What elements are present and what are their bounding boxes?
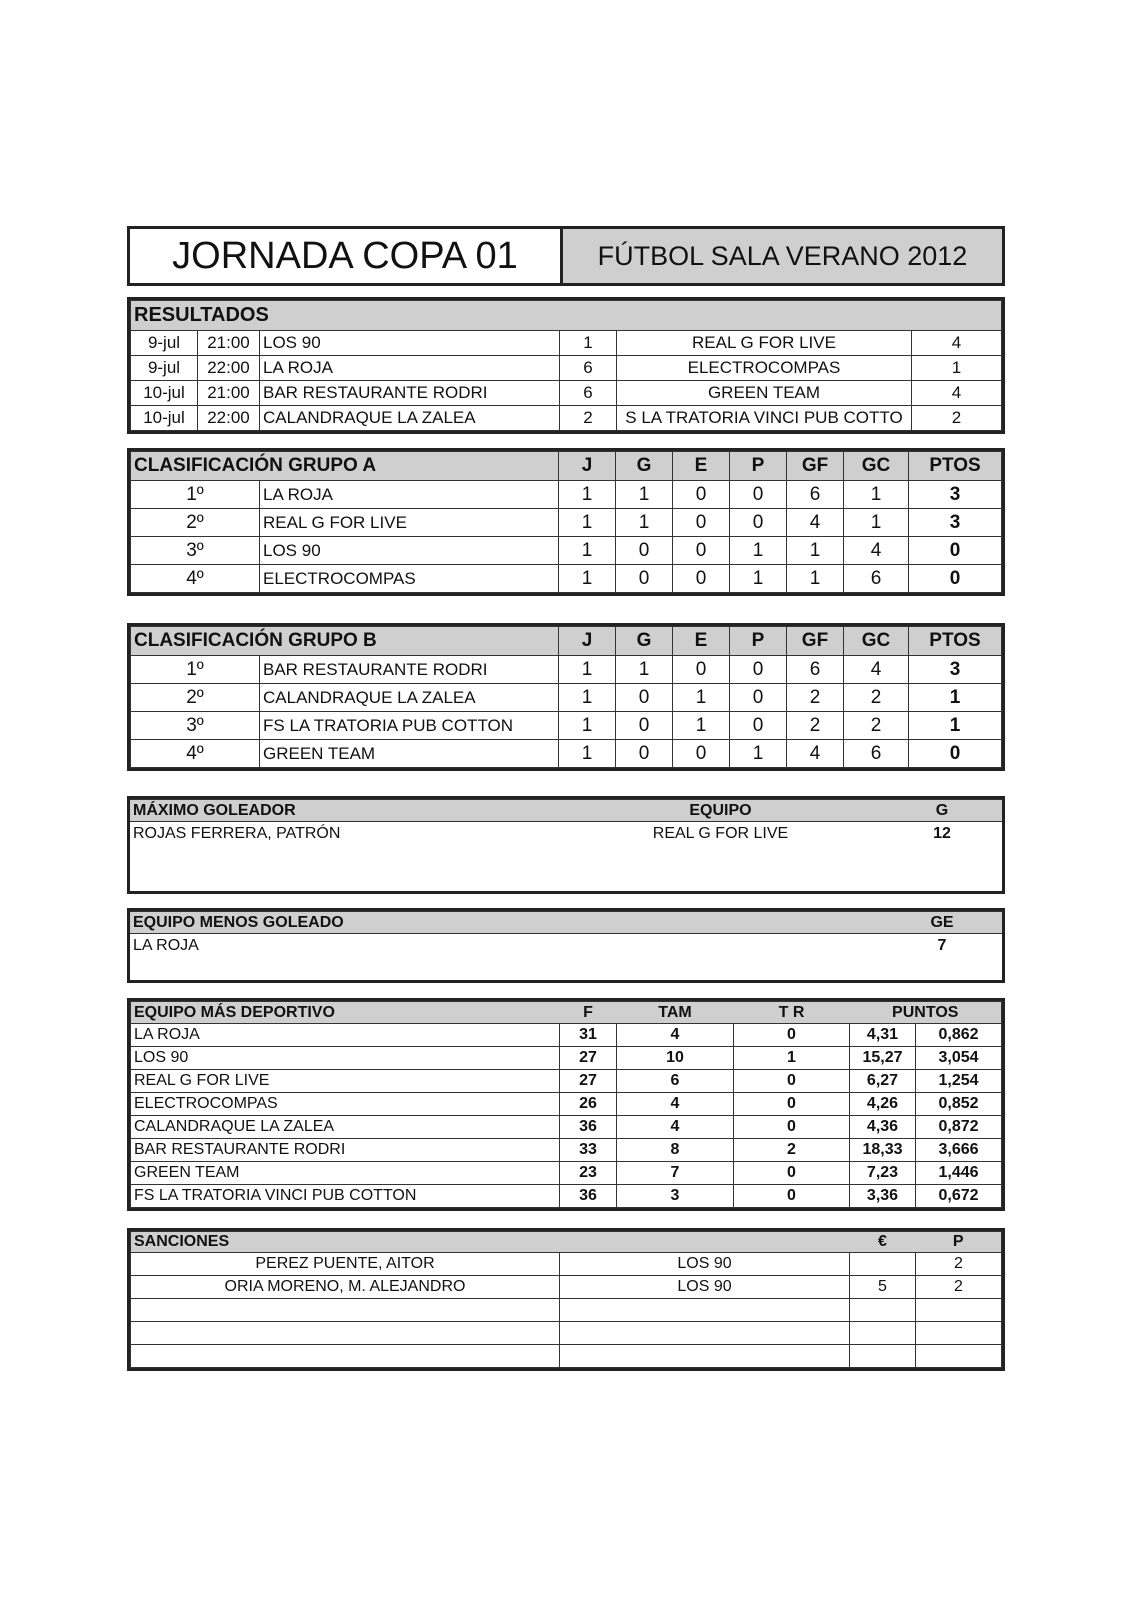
match-time: 21:00 [198,381,260,406]
away-goals: 4 [912,331,1002,356]
red-cards: 0 [734,1093,850,1116]
col-g: G [616,627,673,656]
match-date: 9-jul [131,331,198,356]
stat-e: 0 [673,740,730,768]
home-goals: 6 [560,356,617,381]
points-ratio: 0,872 [916,1116,1002,1139]
red-cards: 0 [734,1070,850,1093]
title-block [127,226,1005,286]
stat-gc: 2 [844,684,909,712]
stat-gf: 4 [787,740,844,768]
stat-j: 1 [559,565,616,593]
team-name: FS LA TRATORIA PUB COTTON [260,712,559,740]
stat-j: 1 [559,509,616,537]
stat-p: 1 [730,565,787,593]
home-goals: 1 [560,331,617,356]
away-goals: 1 [912,356,1002,381]
group-b-heading: CLASIFICACIÓN GRUPO B [131,627,559,656]
red-cards: 0 [734,1162,850,1185]
fine-euros [850,1345,916,1368]
points-total: 6,27 [850,1070,916,1093]
col-p: P [730,452,787,481]
points-total: 3,36 [850,1185,916,1208]
points-total: 7,23 [850,1162,916,1185]
stat-e: 1 [673,712,730,740]
points-total: 4,31 [850,1024,916,1047]
group-a-block [127,448,1005,596]
away-goals: 4 [912,381,1002,406]
stat-gf: 1 [787,537,844,565]
away-team: ELECTROCOMPAS [617,356,912,381]
position: 3º [131,537,260,565]
top-scorer-block [127,796,1005,894]
fair-play-row [131,1093,1002,1116]
fouls: 33 [560,1139,617,1162]
stat-j: 1 [559,537,616,565]
stat-gc: 6 [844,565,909,593]
stat-p: 0 [730,509,787,537]
sanctions-block [127,1228,1005,1371]
position: 4º [131,565,260,593]
fair-play-heading: EQUIPO MÁS DEPORTIVO [131,1002,560,1024]
team-name: CALANDRAQUE LA ZALEA [131,1116,560,1139]
yellow-cards: 4 [617,1093,734,1116]
fair-play-row [131,1070,1002,1093]
points-ratio: 0,672 [916,1185,1002,1208]
sanction-row [131,1299,1002,1322]
stat-p: 1 [730,537,787,565]
points-ratio: 3,054 [916,1047,1002,1070]
match-date: 10-jul [131,406,198,431]
team-name: FS LA TRATORIA VINCI PUB COTTON [131,1185,560,1208]
points: 3 [909,656,1002,684]
fouls: 31 [560,1024,617,1047]
stat-e: 0 [673,509,730,537]
stat-e: 0 [673,481,730,509]
sanctioned-player: ORIA MORENO, M. ALEJANDRO [131,1276,560,1299]
col-j: J [559,452,616,481]
position: 2º [131,509,260,537]
yellow-cards: 6 [617,1070,734,1093]
stat-j: 1 [559,740,616,768]
standings-row [131,481,1002,509]
fair-play-row [131,1139,1002,1162]
away-team: GREEN TEAM [617,381,912,406]
match-time: 21:00 [198,331,260,356]
standings-row [131,565,1002,593]
stat-p: 0 [730,656,787,684]
sanctions-heading: SANCIONES [131,1232,850,1253]
suspension-matches [916,1322,1002,1345]
fine-euros [850,1299,916,1322]
position: 2º [131,684,260,712]
points-ratio: 0,862 [916,1024,1002,1047]
home-team: CALANDRAQUE LA ZALEA [260,406,560,431]
suspension-matches: 2 [916,1276,1002,1299]
standings-row [131,684,1002,712]
red-cards: 2 [734,1139,850,1162]
sanction-row [131,1253,1002,1276]
col-tam: TAM [617,1002,734,1024]
col-j: J [559,627,616,656]
col-gf: GF [787,452,844,481]
suspension-matches: 2 [916,1253,1002,1276]
stat-gc: 6 [844,740,909,768]
team-name: ELECTROCOMPAS [131,1093,560,1116]
team-name: BAR RESTAURANTE RODRI [260,656,559,684]
fine-euros [850,1322,916,1345]
page-title: JORNADA COPA 01 [130,229,562,283]
team-name: LA ROJA [131,1024,560,1047]
col-e: E [673,627,730,656]
points-total: 4,36 [850,1116,916,1139]
match-date: 10-jul [131,381,198,406]
points: 1 [909,684,1002,712]
away-team: S LA TRATORIA VINCI PUB COTTO [617,406,912,431]
fouls: 36 [560,1116,617,1139]
position: 3º [131,712,260,740]
stat-gf: 1 [787,565,844,593]
red-cards: 0 [734,1024,850,1047]
fouls: 26 [560,1093,617,1116]
points-total: 4,26 [850,1093,916,1116]
sanction-row [131,1345,1002,1368]
least-conceded-block [127,908,1005,983]
stat-gf: 6 [787,656,844,684]
standings-row [131,537,1002,565]
result-row [131,406,1002,431]
fair-play-block [127,998,1005,1211]
stat-g: 1 [616,656,673,684]
red-cards: 0 [734,1185,850,1208]
home-team: BAR RESTAURANTE RODRI [260,381,560,406]
match-time: 22:00 [198,356,260,381]
red-cards: 1 [734,1047,850,1070]
result-row [131,331,1002,356]
yellow-cards: 4 [617,1116,734,1139]
top-scorer-goals: 12 [933,824,951,842]
goals-heading: G [882,800,1002,822]
home-team: LA ROJA [260,356,560,381]
team-name: REAL G FOR LIVE [260,509,559,537]
points-ratio: 1,446 [916,1162,1002,1185]
stat-p: 0 [730,481,787,509]
sanctioned-player [131,1345,560,1368]
fair-play-row [131,1185,1002,1208]
col-euro: € [850,1232,916,1253]
col-tr: T R [734,1002,850,1024]
col-gf: GF [787,627,844,656]
fair-play-row [131,1047,1002,1070]
stat-p: 1 [730,740,787,768]
yellow-cards: 4 [617,1024,734,1047]
yellow-cards: 7 [617,1162,734,1185]
yellow-cards: 10 [617,1047,734,1070]
team-name: GREEN TEAM [260,740,559,768]
team-name: ELECTROCOMPAS [260,565,559,593]
team-name: LOS 90 [131,1047,560,1070]
home-goals: 6 [560,381,617,406]
red-cards: 0 [734,1116,850,1139]
col-p: P [916,1232,1002,1253]
sanctioned-team [560,1299,850,1322]
stat-j: 1 [559,684,616,712]
team-name: GREEN TEAM [131,1162,560,1185]
points-total: 15,27 [850,1047,916,1070]
results-heading: RESULTADOS [131,301,1002,331]
points: 0 [909,565,1002,593]
fair-play-row [131,1162,1002,1185]
away-team: REAL G FOR LIVE [617,331,912,356]
stat-g: 1 [616,509,673,537]
col-g: G [616,452,673,481]
col-f: F [560,1002,617,1024]
stat-gc: 1 [844,509,909,537]
sanctioned-team: LOS 90 [560,1276,850,1299]
points: 0 [909,537,1002,565]
standings-row [131,509,1002,537]
points: 3 [909,509,1002,537]
col-ptos: PTOS [909,627,1002,656]
stat-p: 0 [730,712,787,740]
stat-j: 1 [559,656,616,684]
stat-gf: 4 [787,509,844,537]
stat-g: 0 [616,565,673,593]
page-subtitle: FÚTBOL SALA VERANO 2012 [562,229,1003,283]
suspension-matches [916,1299,1002,1322]
home-goals: 2 [560,406,617,431]
fouls: 23 [560,1162,617,1185]
ge-heading: GE [882,912,1002,934]
fine-euros: 5 [850,1276,916,1299]
top-scorer-heading: MÁXIMO GOLEADOR [130,800,559,822]
sanctioned-player [131,1322,560,1345]
position: 1º [131,656,260,684]
home-team: LOS 90 [260,331,560,356]
col-e: E [673,452,730,481]
sanction-row [131,1322,1002,1345]
stat-gc: 4 [844,537,909,565]
stat-e: 0 [673,565,730,593]
fouls: 27 [560,1070,617,1093]
match-date: 9-jul [131,356,198,381]
standings-row [131,656,1002,684]
fine-euros [850,1253,916,1276]
points: 1 [909,712,1002,740]
standings-row [131,712,1002,740]
result-row [131,381,1002,406]
position: 1º [131,481,260,509]
top-scorer-player: ROJAS FERRERA, PATRÓN [133,824,341,842]
team-name: LOS 90 [260,537,559,565]
points-ratio: 0,852 [916,1093,1002,1116]
results-block [127,297,1005,434]
points: 3 [909,481,1002,509]
suspension-matches [916,1345,1002,1368]
stat-gc: 2 [844,712,909,740]
col-ptos: PTOS [909,452,1002,481]
sanctioned-team [560,1345,850,1368]
stat-gc: 4 [844,656,909,684]
least-conceded-heading: EQUIPO MENOS GOLEADO [130,912,882,934]
team-name: LA ROJA [260,481,559,509]
stat-g: 1 [616,481,673,509]
stat-gf: 2 [787,684,844,712]
stat-j: 1 [559,712,616,740]
col-puntos: PUNTOS [850,1002,1002,1024]
match-time: 22:00 [198,406,260,431]
col-gc: GC [844,627,909,656]
least-conceded-value: 7 [937,936,947,954]
points-ratio: 3,666 [916,1139,1002,1162]
stat-gf: 2 [787,712,844,740]
fouls: 27 [560,1047,617,1070]
group-b-block [127,623,1005,771]
standings-row [131,740,1002,768]
sanctioned-player [131,1299,560,1322]
stat-j: 1 [559,481,616,509]
least-conceded-team: LA ROJA [133,936,199,954]
fair-play-row [131,1024,1002,1047]
position: 4º [131,740,260,768]
stat-g: 0 [616,740,673,768]
team-heading: EQUIPO [559,800,882,822]
col-p: P [730,627,787,656]
stat-p: 0 [730,684,787,712]
fouls: 36 [560,1185,617,1208]
group-a-heading: CLASIFICACIÓN GRUPO A [131,452,559,481]
away-goals: 2 [912,406,1002,431]
stat-e: 0 [673,656,730,684]
team-name: BAR RESTAURANTE RODRI [131,1139,560,1162]
team-name: REAL G FOR LIVE [131,1070,560,1093]
result-row [131,356,1002,381]
sanctioned-player: PEREZ PUENTE, AITOR [131,1253,560,1276]
sanctioned-team [560,1322,850,1345]
points-ratio: 1,254 [916,1070,1002,1093]
stat-g: 0 [616,537,673,565]
stat-gc: 1 [844,481,909,509]
yellow-cards: 8 [617,1139,734,1162]
sanction-row [131,1276,1002,1299]
col-gc: GC [844,452,909,481]
stat-e: 1 [673,684,730,712]
fair-play-row [131,1116,1002,1139]
stat-g: 0 [616,684,673,712]
points: 0 [909,740,1002,768]
points-total: 18,33 [850,1139,916,1162]
stat-e: 0 [673,537,730,565]
yellow-cards: 3 [617,1185,734,1208]
top-scorer-team: REAL G FOR LIVE [652,824,789,842]
sanctioned-team: LOS 90 [560,1253,850,1276]
stat-g: 0 [616,712,673,740]
team-name: CALANDRAQUE LA ZALEA [260,684,559,712]
stat-gf: 6 [787,481,844,509]
